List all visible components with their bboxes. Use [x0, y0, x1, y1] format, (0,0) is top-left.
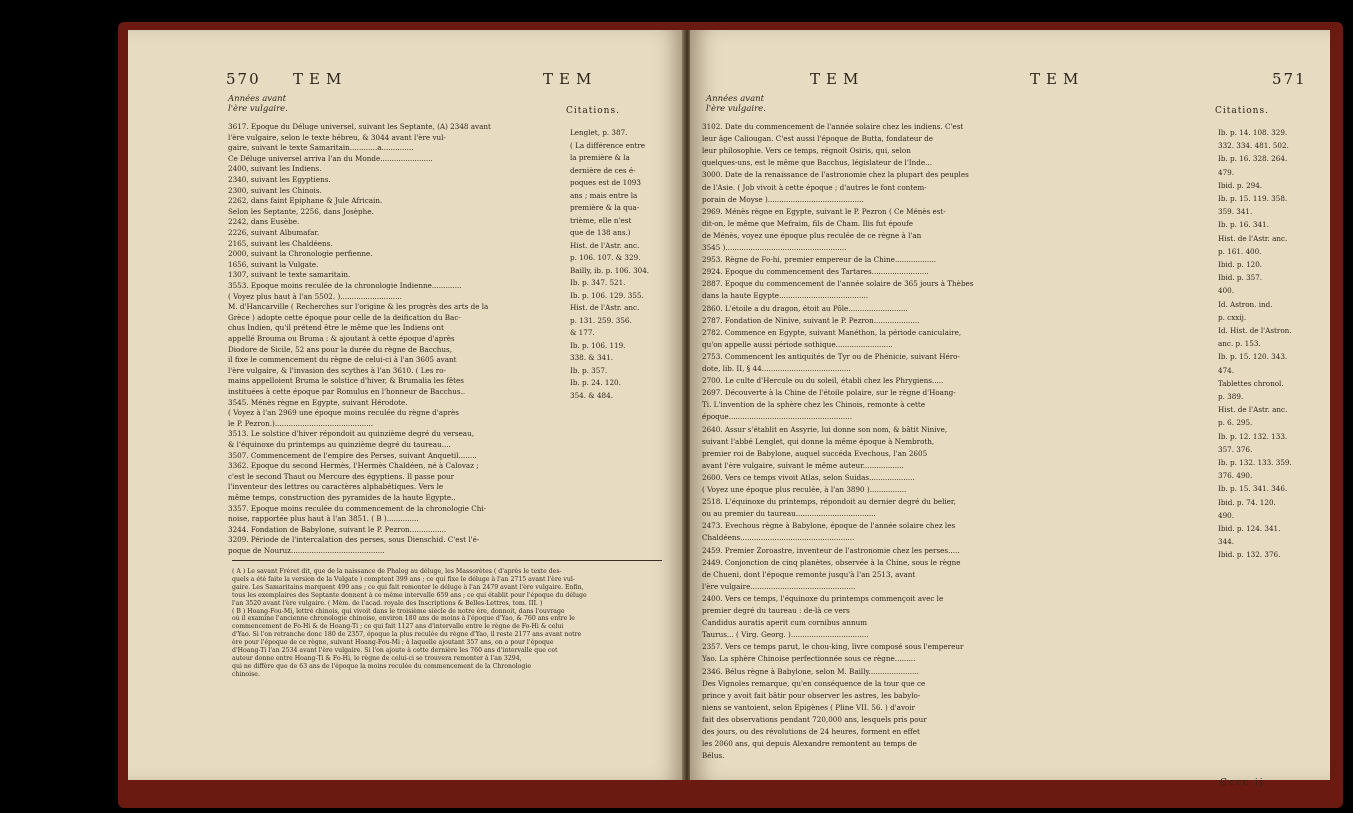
signature-mark: Cccc ij [1220, 778, 1265, 788]
text-line: 2000, suivant la Chronologie perfienne. [228, 249, 373, 259]
text-line: dote, lib. II, § 44....................................... [702, 364, 851, 373]
left-side-heading-2: l'ère vulgaire. [228, 104, 288, 114]
citation-line: 479. [1218, 167, 1235, 177]
text-line: l'inventeur des lettres ou caractères alphabétiques. Vers le [228, 482, 444, 492]
text-line: 3545 )..................................................... [702, 243, 847, 252]
text-line: Ce Déluge universel arriva l'an du Monde....................... [228, 153, 433, 163]
text-line: chus Indien, qu'il prétend être le même que les Indiens ont [228, 323, 444, 333]
text-line: 2459. Premier Zoroastre, inventeur de l'astronomie chez les perses..... [702, 545, 960, 555]
text-line: 1656, suivant la Vulgate. [228, 259, 319, 269]
text-line: 2449. Conjonction de cinq planètes, observée à la Chine, sous le règne [702, 557, 961, 567]
citation-line: Ib. p. 12. 132. 133. [1218, 431, 1288, 441]
citation-line: Ibid. p. 124. 341. [1218, 524, 1281, 533]
text-line: 2700. Le culte d'Hercule ou du soleil, établi chez les Phrygiens..... [702, 376, 944, 386]
citation-line: Ib. p. 16. 341. [1218, 220, 1269, 230]
text-line: fait des observations pendant 720,000 ans, lesquels pris pour [702, 714, 927, 724]
text-line: 3617. Epoque du Déluge universel, suivant les Septante, (A) 2348 avant [228, 122, 491, 131]
citation-line: 338. & 341. [570, 353, 613, 362]
text-line: il fixe le commencement du règne de celui-ci à l'an 3605 avant [228, 355, 457, 365]
footnote-line: d'Hoang-Ti l'an 2534 avant l'ère vulgaire. Si l'on ajoute à cette dernière les 760 ans d'intervalle que cet [232, 647, 558, 654]
citation-line: Ibid. p. 357. [1218, 273, 1263, 283]
left-running-title-1: TEM [293, 70, 348, 88]
text-line: 2473. Evechous règne à Babylone, époque de l'année solaire chez les [702, 521, 956, 531]
text-line: 3357. Epoque moins reculée du commencement de la chronologie Chi- [228, 503, 487, 513]
right-page [690, 30, 1330, 788]
text-line: Grèce ) adopte cette époque pour celle de la deification du Bac- [228, 312, 461, 322]
text-line: quelques-uns, est le même que Bacchus, législateur de l'Inde... [702, 158, 932, 168]
text-line: 2165, suivant les Chaldéens. [228, 238, 333, 248]
text-line: 3545. Ménès règne en Egypte, suivant Hérodote. [228, 397, 408, 407]
text-line: qu'on appelle aussi période sothique......................... [702, 339, 893, 349]
text-line: c'est le second Thaut ou Mercure des égyptiens. Il passe pour [228, 471, 455, 481]
citation-line: Ib. p. 15. 119. 358. [1218, 194, 1288, 203]
text-line: porain de Moyse ).......................................... [702, 194, 864, 204]
citation-line: Id. Astron. ind. [1218, 299, 1273, 309]
citation-line: 490. [1218, 510, 1235, 520]
left-page-number: 570 [226, 70, 261, 88]
footnote-line: gaire. Les Samaritains marquent 499 ans ; ce qui fait remonter le déluge à l'an 2479 avant l'ère vulgaire. Enfin, [232, 583, 584, 591]
text-line: 2346. Bélus règne à Babylone, selon M. Bailly...................... [702, 666, 919, 676]
citation-line: Ibid. p. 294. [1218, 180, 1263, 190]
citation-line: p. 6. 295. [1218, 418, 1253, 428]
citation-line: trième, elle n'est [570, 215, 632, 225]
left-running-title-2: TEM [543, 70, 598, 88]
citation-line: & 177. [570, 328, 595, 337]
text-line: instituées à cette époque par Romulus en l'honneur de Bacchus.. [228, 387, 466, 396]
text-line: l'ère vulgaire, & l'invasion des scythes à l'an 3610. ( Les ro- [228, 365, 446, 375]
citation-line: Ib. p. 106. 129. 355. [570, 290, 644, 300]
citation-line: la première & la [570, 153, 630, 162]
right-running-title-1: TEM [810, 70, 865, 88]
citation-line: Ib. p. 15. 341. 346. [1218, 484, 1288, 494]
text-line: ou au premier du taureau................................... [702, 509, 876, 519]
citation-line: que de 138 ans.) [570, 228, 631, 237]
citation-line: 474. [1218, 365, 1235, 375]
footnote-line: auteur donne entre Hoang-Ti & Fo-Hi, le règne de celui-ci se trouvera remonter à l'an 3294, [232, 654, 522, 662]
text-line: 3000. Date de la renaissance de l'astronomie chez la plupart des peuples [702, 170, 969, 180]
text-line: leur philosophie. Vers ce temps, régnoit Osiris, qui, selon [702, 146, 911, 156]
right-page-number: 571 [1272, 70, 1307, 88]
text-line: premier roi de Babylone, auquel succéda Evechous, l'an 2605 [702, 448, 928, 458]
text-line: 2753. Commencent les antiquités de Tyr ou de Phénicie, suivant Héro- [702, 351, 960, 361]
text-line: le P. Pezron.)........................................... [228, 418, 374, 428]
citation-line: première & la qua- [570, 203, 640, 212]
citation-line: anc. p. 153. [1218, 339, 1261, 349]
text-line: 3362. Epoque du second Hermès, l'Hermès Chaldéen, né à Calovaz ; [228, 461, 479, 471]
citation-line: Ib. p. 132. 133. 359. [1218, 458, 1292, 467]
left-page [128, 30, 684, 780]
citation-line: ans ; mais entre la [570, 190, 638, 200]
text-line: 2640. Assur s'établit en Assyrie, lui donne son nom, & bâtit Ninive, [702, 424, 948, 434]
text-line: ( Voyez plus haut à l'an 5502. )........................... [228, 291, 402, 301]
text-line: premier degré du taureau : de-là ce vers [702, 606, 850, 615]
text-line: 2924. Epoque du commencement des Tartares......................... [702, 267, 929, 277]
text-line: même temps, construction des pyramides de la haute Egypte.. [228, 493, 456, 502]
citation-line: Ib. p. 357. [570, 365, 608, 375]
citation-line: Ibid. p. 120. [1218, 260, 1263, 269]
citation-line: Ibid. p. 132. 376. [1218, 550, 1281, 560]
text-line: 2860. L'étoile a du dragon, étoit au Pôle.......................... [702, 303, 908, 313]
left-side-heading-1: Années avant [228, 94, 287, 104]
text-line: gaire, suivant le texte Samaritain............a.............. [228, 143, 414, 153]
citation-line: p. 389. [1218, 392, 1244, 401]
footnote-line: commencement de Fo-Hi & de Hoang-Ti ; ce qui fait 1127 ans d'intervalle entre le règne de Fo-Hi & celui [232, 623, 564, 631]
citation-line: Ib. p. 14. 108. 329. [1218, 128, 1288, 137]
text-line: 2782. Commence en Egypte, suivant Manéthon, la période caniculaire, [702, 327, 962, 337]
text-line: 3553. Epoque moins reculée de la chronologie Indienne............. [228, 281, 462, 290]
text-line: 1307, suivant le texte samaritain. [228, 270, 351, 280]
citation-line: dernière de ces é- [570, 165, 636, 175]
footnote-line: l'an 3520 avant l'ère vulgaire. ( Mém. de l'acad. royale des Inscriptions & Belles-Lettres, tom. III. ) [232, 599, 543, 607]
text-line: de Ménès, voyez une époque plus reculée de ce règne à l'an [702, 230, 922, 240]
citation-line: 359. 341. [1218, 207, 1253, 217]
text-line: 3244. Fondation de Babylone, suivant le P. Pezron................ [228, 524, 447, 534]
text-line: 2518. L'équinoxe du printemps, répondoit au dernier degré du belier, [702, 497, 956, 507]
citation-line: Ib. p. 16. 328. 264. [1218, 154, 1288, 164]
left-citations-heading: Citations. [566, 106, 620, 116]
footnote-line: tous les exemplaires des Septante donnent à ce même intervalle 659 ans ; ce qui établit pour l'époque du déluge [232, 591, 587, 599]
footnote-line: quels a été faite la version de la Vulgate ) comptent 399 ans ; ce qui fixe le déluge à l'an 2715 avant l'ère vul- [232, 575, 575, 583]
text-line: M. d'Hancarville ( Recherches sur l'origine & les progrès des arts de la [228, 302, 489, 312]
text-line: 2969. Ménès règne en Egypte, suivant le P. Pezron ( Ce Ménès est- [702, 206, 946, 216]
text-line: 2697. Découverte à la Chine de l'étoile polaire, sur le règne d'Hoang- [702, 388, 956, 398]
text-line: Ti. L'invention de la sphère chez les Chinois, remonte à cette [702, 400, 926, 410]
text-line: des jours, ou des révolutions de 24 heures, forment en effet [702, 727, 920, 736]
right-running-title-2: TEM [1030, 70, 1085, 88]
text-line: 2226, suivant Albumafar. [228, 228, 320, 237]
citation-line: 332. 334. 481. 502. [1218, 141, 1289, 151]
citation-line: p. 161. 400. [1218, 246, 1262, 256]
citation-line: 354. & 484. [570, 390, 613, 400]
footnote-line: ( B ) Hoang-Fou-Mi, lettré chinois, qui vivoit dans le troisième siècle de notre ère, donnoit, dans l'ouvrage [232, 607, 565, 615]
citation-line: Hist. de l'Astr. anc. [570, 303, 640, 312]
text-line: Diodore de Sicile, 52 ans pour la durée du règne de Bacchus, [228, 344, 452, 354]
text-line: & l'équinoxe du printemps au quinzième degré du taureau.... [228, 440, 451, 449]
citation-line: Ib. p. 24. 120. [570, 378, 621, 387]
text-line: leur âge Caliougan. C'est aussi l'époque de Butta, fondateur de [702, 134, 933, 144]
text-line: les 2060 ans, qui depuis Alexandre remontent au temps de [702, 739, 917, 749]
right-side-heading-1: Années avant [706, 94, 765, 104]
text-line: mains appelloient Bruma le solstice d'hiver, & Brumalia les fêtes [228, 376, 464, 386]
text-line: prince y avoit fait bâtir pour observer les astres, les babylo- [702, 690, 921, 700]
right-side-heading-2: l'ère vulgaire. [706, 104, 766, 114]
left-footnote-rule [232, 560, 662, 561]
text-line: 2400. Vers ce temps, l'équinoxe du printemps commençoit avec le [702, 593, 944, 603]
text-line: 3102. Date du commencement de l'année solaire chez les indiens. C'est [702, 122, 964, 131]
text-line: Bélus. [702, 751, 725, 761]
text-line: 2600. Vers ce temps vivoit Atlas, selon Suidas.................... [702, 472, 915, 482]
text-line: Chaldéens.................................................. [702, 533, 855, 543]
citation-line: Hist. de l'Astr. anc. [1218, 405, 1288, 415]
text-line: Candidus auratis aperit cum cornibus annum [702, 618, 868, 628]
citation-line: Hist. de l'Astr. anc. [1218, 233, 1288, 243]
text-line: ( Voyez à l'an 2969 une époque moins reculée du règne d'après [228, 408, 459, 418]
text-line: Taurus... ( Virg. Georg. ).................................. [702, 630, 869, 640]
text-line: poque de Nouruz......................................... [228, 546, 385, 555]
text-line: Yao. La sphère Chinoise perfectionnée sous ce règne......... [702, 654, 916, 664]
citation-line: 376. 490. [1218, 471, 1253, 481]
citation-line: Tablettes chronol. [1218, 378, 1284, 388]
footnote-line: qui ne diffère que de 63 ans de l'époque la moins reculée du commencement de la Chronologie [232, 662, 531, 670]
text-line: de Chueni, dont l'époque remonte jusqu'à l'an 2513, avant [702, 569, 916, 579]
citation-line: 400. [1218, 286, 1235, 296]
text-line: 2242, dans Eusèbe. [228, 217, 300, 227]
citation-line: Ib. p. 106. 119. [570, 340, 626, 350]
citation-line: Hist. de l'Astr. anc. [570, 240, 640, 250]
text-line: 2262, dans faint Epiphane & Jule Africain. [228, 196, 383, 206]
text-line: niens se vantoient, selon Epigènes ( Pline VII. 56. ) d'avoir [702, 702, 916, 712]
citation-line: poques est de 1093 [570, 178, 641, 187]
citation-line: p. cxxij. [1218, 312, 1247, 322]
text-line: ( Voyez une époque plus reculée, à l'an 3890 )................ [702, 485, 907, 494]
text-line: 2787. Fondation de Ninive, suivant le P. Pezron.................... [702, 315, 920, 325]
text-line: appellé Brouma ou Bruma : & ajoutant à cette époque d'après [228, 334, 455, 343]
text-line: 2357. Vers ce temps parut, le chou-king, livre composé sous l'empereur [702, 642, 964, 652]
text-line: l'ère vulgaire.............................................. [702, 581, 856, 591]
citation-line: Ibid. p. 74. 120. [1218, 497, 1276, 507]
citation-line: Ib. p. 347. 521. [570, 278, 626, 287]
text-line: Selon les Septante, 2256, dans Josèphe. [228, 206, 374, 216]
footnote-line: chinoise. [232, 670, 260, 678]
text-line: Des Vignoles remarque, qu'en conséquence de la tour que ce [702, 678, 926, 688]
citation-line: p. 106. 107. & 329. [570, 253, 641, 262]
text-line: 2340, suivant les Egyptiens. [228, 175, 331, 184]
right-citations-heading: Citations. [1215, 106, 1269, 116]
citation-line: Bailly, ib. p. 106. 304. [570, 265, 650, 275]
footnote-line: où il examine l'ancienne chronologie chinoise, environ 180 ans de moins à l'époque d'Yao, & 760 ans entre le [232, 615, 575, 623]
citation-line: Ib. p. 15. 120. 343. [1218, 352, 1288, 362]
citation-line: 344. [1218, 537, 1235, 547]
text-line: dit-on, le même que Mefraim, fils de Cham. Ilis fut époufe [702, 218, 914, 228]
text-line: noise, rapportée plus haut à l'an 3851. ( B ).............. [228, 514, 419, 524]
text-line: suivant l'abbé Lenglet, qui donne la même époque à Nembroth, [702, 436, 935, 446]
text-line: l'ère vulgaire, selon le texte hébreu, & 3044 avant l'ère vul- [228, 132, 446, 142]
citation-line: ( La différence entre [570, 140, 646, 150]
citation-line: Lenglet, p. 387. [570, 128, 628, 137]
text-line: avant l'ère vulgaire, suivant le même auteur.................. [702, 460, 904, 470]
citation-line: p. 131. 259. 356. [570, 315, 632, 325]
text-line: 2953. Règne de Fo-hi, premier empereur de la Chine.................. [702, 255, 937, 265]
text-line: dans la haute Egypte....................................... [702, 291, 869, 301]
text-line: 2400, suivant les Indiens. [228, 164, 322, 174]
footnote-line: ère pour l'époque de ce règne, suivant Hoang-Fou-Mi ; à laquelle ajoutant 357 ans, on a pour l'époque [232, 639, 554, 647]
text-line: 2300, suivant les Chinois. [228, 185, 322, 195]
text-line: 3513. Le solstice d'hiver répondoit au quinzième degré du verseau, [228, 429, 474, 439]
footnote-line: d'Yao. Si l'on retranche donc 180 de 2357, époque la plus reculée du règne d'Yao, il reste 2177 ans avant notre [232, 631, 582, 639]
citation-line: 357. 376. [1218, 444, 1253, 454]
text-line: 2887. Epoque du commencement de l'année solaire de 365 jours à Thèbes [702, 279, 974, 289]
text-line: de l'Asie. ( Job vivoit à cette époque ; d'autres le font contem- [702, 182, 927, 192]
text-line: 3507. Commencement de l'empire des Perses, suivant Anquetil........ [228, 450, 477, 460]
footnote-line: ( A ) Le savant Fréret dit, que de la naissance de Phaleg au déluge, les Massorètes ( d'après le texte des- [232, 568, 562, 575]
citation-line: Id. Hist. de l'Astron. [1218, 326, 1292, 335]
text-line: 3209. Période de l'intercalation des perses, sous Dienschid. C'est l'é- [228, 535, 480, 545]
text-line: époque...................................................... [702, 412, 853, 422]
